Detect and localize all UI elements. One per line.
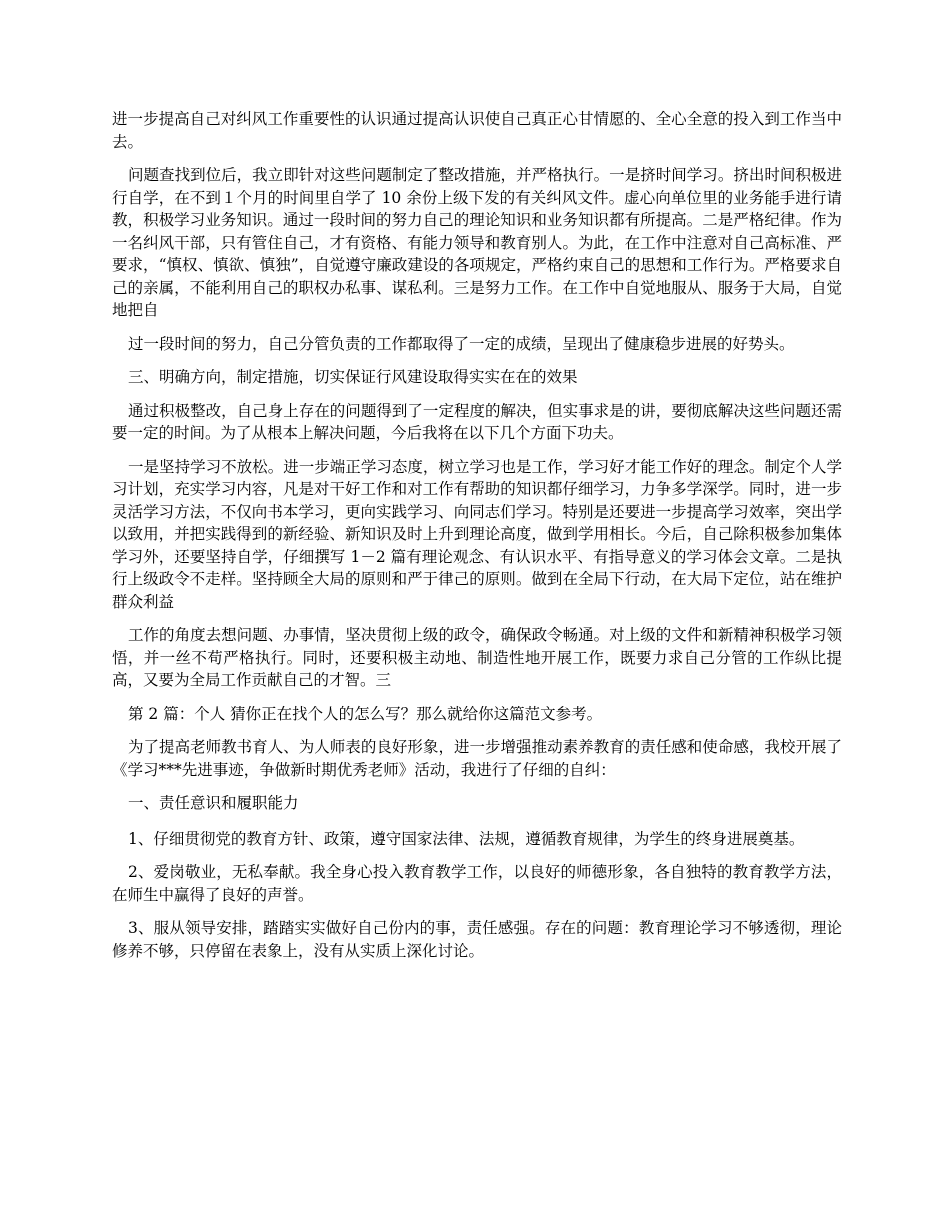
paragraph-active-rectification: 通过积极整改，自己身上存在的问题得到了一定程度的解决，但实事求是的讲，要彻底解决这些问题还需要一定的时间。为了从根本上解决问题，今后我将在以下几个方面下功夫。 (112, 401, 842, 442)
paragraph-results: 过一段时间的努力，自己分管负责的工作都取得了一定的成绩，呈现出了健康稳步进展的好势头。 (128, 334, 795, 353)
list-item-1: 1、仔细贯彻党的教育方针、政策，遵守国家法律、法规，遵循教育规律，为学生的终身进展奠基。 (128, 829, 805, 848)
section-heading-three: 三、明确方向，制定措施，切实保证行风建设取得实实在在的效果 (128, 368, 578, 386)
document-body (112, 108, 842, 973)
paragraph-teacher-image: 为了提高老师教书育人、为人师表的良好形象，进一步增强推动素养教育的责任感和使命感，我校开展了《学习***先进事迹，争做新时期优秀老师》活动，我进行了仔细的自纠： (112, 738, 842, 779)
paragraph-intro: 进一步提高自己对纠风工作重要性的认识通过提高认识使自己真正心甘情愿的、全心全意的投入到工作当中去。 (112, 110, 842, 151)
list-item-3: 3、服从领导安排，踏踏实实做好自己份内的事，责任感强。存在的问题：教育理论学习不够透彻，理论修养不够，只停留在表象上，没有从实质上深化讨论。 (112, 919, 842, 960)
section-heading-responsibility: 一、责任意识和履职能力 (128, 794, 299, 812)
paragraph-rectification-measures: 问题查找到位后，我立即针对这些问题制定了整改措施，并严格执行。一是挤时间学习。挤出时间积极进行自学，在不到１个月的时间里自学了 10 余份上级下发的有关纠风文件。虚心向单位里的业务能手进行请教，积极学习业务知识。通过一段时间的努力自己的理论知识和业务知识都有所提高。二是严格纪律。作为一名纠风干部，只有管住自己，才有资格、有能力领导和教育别人。为此，在工作中注意对自己高标准、严要求，“慎权、慎欲、慎独”，自觉遵守廉政建设的各项规定，严格约束自己的思想和工作行为。严格要求自己的亲属，不能利用自己的职权办私事、谋私利。三是努力工作。在工作中自觉地服从、服务于大局，自觉地把自 (112, 166, 842, 319)
paragraph-article-two-title: 第 2 篇：个人 猜你正在找个人的怎么写？那么就给你这篇范文参考。 (128, 704, 603, 723)
paragraph-work-perspective: 工作的角度去想问题、办事情，坚决贯彻上级的政令，确保政令畅通。对上级的文件和新精神积极学习领悟，并一丝不苟严格执行。同时，还要积极主动地、制造性地开展工作，既要力求自己分管的工作纵比提高，又要为全局工作贡献自己的才智。三 (112, 626, 842, 689)
list-item-2: 2、爱岗敬业，无私奉献。我全身心投入教育教学工作，以良好的师德形象，各自独特的教育教学方法，在师生中赢得了良好的声誉。 (112, 863, 842, 904)
paragraph-persist-learning: 一是坚持学习不放松。进一步端正学习态度，树立学习也是工作，学习好才能工作好的理念。制定个人学习计划，充实学习内容，凡是对干好工作和对工作有帮助的知识都仔细学习，力争多学深学。同时，进一步灵活学习方法，不仅向书本学习，更向实践学习、向同志们学习。特别是还要进一步提高学习效率，突出学以致用，并把实践得到的新经验、新知识及时上升到理论高度，做到学用相长。今后，自己除积极参加集体学习外，还要坚持自学，仔细撰写 1－2 篇有理论观念、有认识水平、有指导意义的学习体会文章。二是执行上级政令不走样。坚持顾全大局的原则和严于律己的原则。做到在全局下行动，在大局下定位，站在维护群众利益 (112, 457, 842, 611)
